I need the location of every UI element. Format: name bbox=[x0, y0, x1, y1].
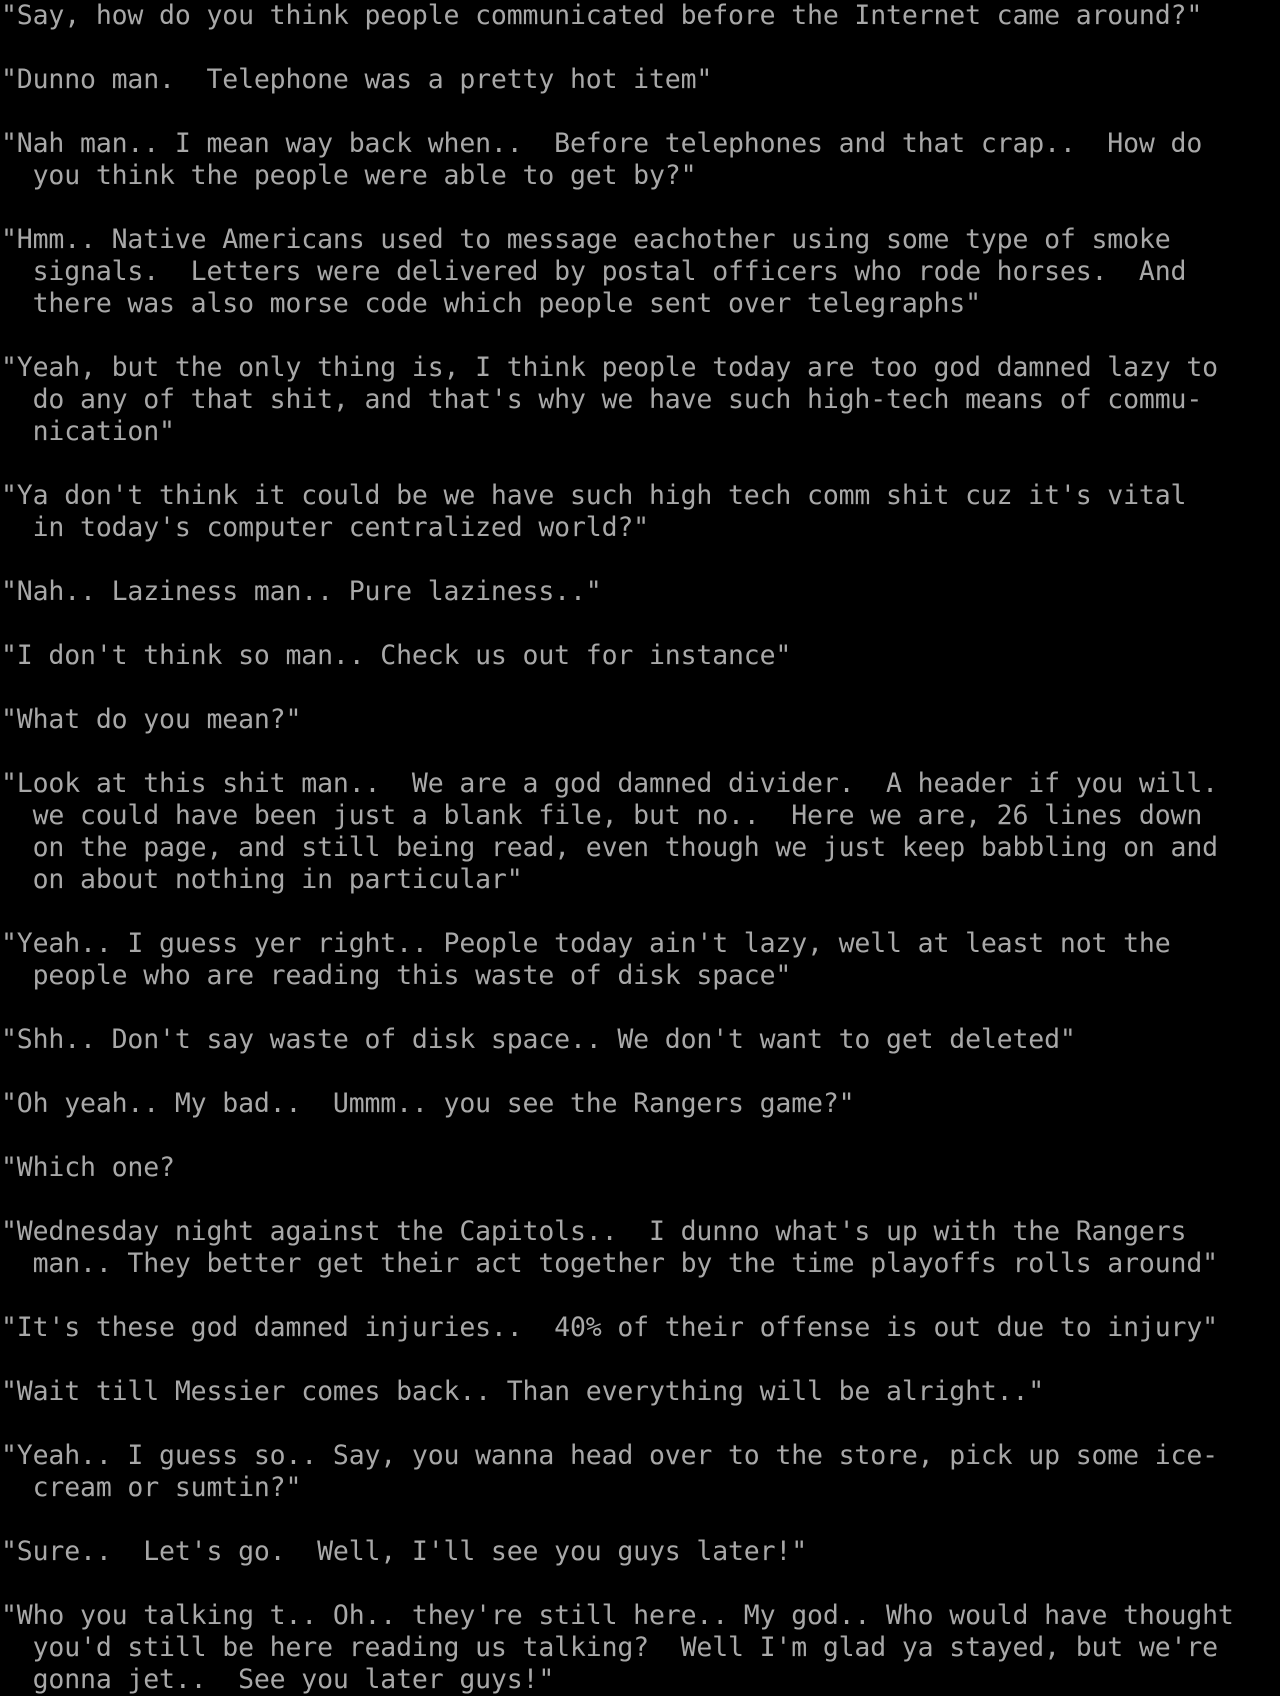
text-line: "Dunno man. Telephone was a pretty hot item" bbox=[1, 64, 713, 95]
text-line bbox=[1, 448, 1280, 480]
text-line bbox=[1, 544, 1280, 576]
text-line: you think the people were able to get by?" bbox=[1, 160, 697, 191]
text-line bbox=[1, 992, 1280, 1024]
text-line: "Sure.. Let's go. Well, I'll see you guys later!" bbox=[1, 1536, 808, 1567]
text-line bbox=[1, 1056, 1280, 1088]
text-line: do any of that shit, and that's why we have such high-tech means of commu- bbox=[1, 384, 1203, 415]
text-line: "Which one? bbox=[1, 1152, 175, 1183]
text-line: "Oh yeah.. My bad.. Ummm.. you see the Rangers game?" bbox=[1, 1088, 855, 1119]
text-line: "Yeah, but the only thing is, I think people today are too god damned lazy to bbox=[1, 352, 1218, 383]
text-line: on the page, and still being read, even though we just keep babbling on and bbox=[1, 832, 1218, 863]
text-line: "Hmm.. Native Americans used to message eachother using some type of smoke bbox=[1, 224, 1171, 255]
text-line: you'd still be here reading us talking? Well I'm glad ya stayed, but we're bbox=[1, 1632, 1218, 1663]
text-line bbox=[1, 96, 1280, 128]
text-line: gonna jet.. See you later guys!" bbox=[1, 1664, 555, 1695]
text-line: "I don't think so man.. Check us out for instance" bbox=[1, 640, 792, 671]
text-line: "Yeah.. I guess so.. Say, you wanna head over to the store, pick up some ice- bbox=[1, 1440, 1218, 1471]
text-line: cream or sumtin?" bbox=[1, 1472, 302, 1503]
text-line bbox=[1, 736, 1280, 768]
text-line: people who are reading this waste of disk space" bbox=[1, 960, 792, 991]
text-line: "Nah man.. I mean way back when.. Before telephones and that crap.. How do bbox=[1, 128, 1203, 159]
text-line: "Wait till Messier comes back.. Than everything will be alright.." bbox=[1, 1376, 1045, 1407]
text-line bbox=[1, 608, 1280, 640]
text-line bbox=[1, 1184, 1280, 1216]
text-line bbox=[1, 32, 1280, 64]
text-line: "What do you mean?" bbox=[1, 704, 302, 735]
text-line bbox=[1, 1280, 1280, 1312]
text-line: "Look at this shit man.. We are a god damned divider. A header if you will. bbox=[1, 768, 1218, 799]
text-line: "Shh.. Don't say waste of disk space.. We don't want to get deleted" bbox=[1, 1024, 1076, 1055]
text-line bbox=[1, 1568, 1280, 1600]
text-line bbox=[1, 1344, 1280, 1376]
text-line: nication" bbox=[1, 416, 175, 447]
text-line: we could have been just a blank file, but no.. Here we are, 26 lines down bbox=[1, 800, 1203, 831]
text-line bbox=[1, 1504, 1280, 1536]
text-line bbox=[1, 192, 1280, 224]
text-line bbox=[1, 1120, 1280, 1152]
text-line bbox=[1, 1408, 1280, 1440]
text-line: "Ya don't think it could be we have such high tech comm shit cuz it's vital bbox=[1, 480, 1187, 511]
text-line: "Wednesday night against the Capitols.. I dunno what's up with the Rangers bbox=[1, 1216, 1187, 1247]
text-line: on about nothing in particular" bbox=[1, 864, 523, 895]
text-line: "Who you talking t.. Oh.. they're still here.. My god.. Who would have thought bbox=[1, 1600, 1234, 1631]
text-line: in today's computer centralized world?" bbox=[1, 512, 649, 543]
text-line: there was also morse code which people sent over telegraphs" bbox=[1, 288, 981, 319]
text-line bbox=[1, 320, 1280, 352]
text-line: signals. Letters were delivered by postal officers who rode horses. And bbox=[1, 256, 1187, 287]
text-line: "Nah.. Laziness man.. Pure laziness.." bbox=[1, 576, 602, 607]
text-line bbox=[1, 896, 1280, 928]
text-line: man.. They better get their act together by the time playoffs rolls around" bbox=[1, 1248, 1218, 1279]
text-line: "Say, how do you think people communicated before the Internet came around?" bbox=[1, 0, 1203, 31]
text-line: "Yeah.. I guess yer right.. People today ain't lazy, well at least not the bbox=[1, 928, 1171, 959]
text-line: "It's these god damned injuries.. 40% of their offense is out due to injury" bbox=[1, 1312, 1218, 1343]
text-line bbox=[1, 672, 1280, 704]
